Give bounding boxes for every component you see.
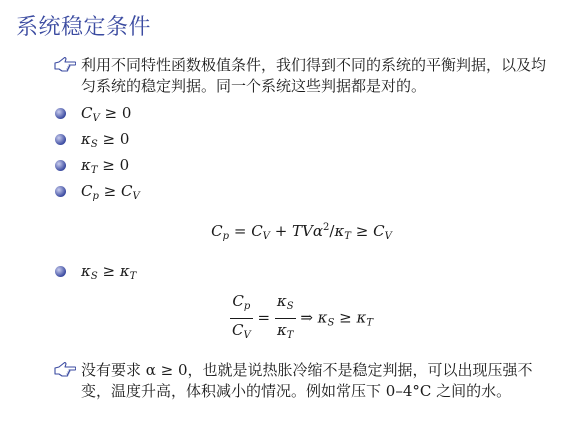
list-item: [54, 129, 549, 151]
list-item: [54, 103, 549, 125]
ball-bullet-icon: [54, 159, 67, 172]
list-item: [54, 360, 549, 402]
list-item: [54, 181, 549, 203]
ball-bullet-icon: [54, 185, 67, 198]
pointing-hand-icon: [54, 56, 76, 72]
condition-kappa-s-kappa-t: $\kappa_S \ge \kappa_T$: [81, 262, 137, 282]
equation-cp-cv: $C_p = C_V + TV\alpha^2/\kappa_T \ge C_V$: [211, 222, 392, 242]
condition-cv: $C_V \ge 0$: [81, 104, 132, 124]
equation-ratio: $\frac{C_p}{C_V}$ = $\frac{\kappa_S}{\kappa_T}$ ⇒ $\kappa_S \ge \kappa_T$: [54, 291, 549, 346]
ball-bullet-icon: [54, 265, 67, 278]
condition-cp-cv: $C_p \ge C_V$: [81, 182, 140, 202]
list-item: [54, 261, 549, 283]
slide-content: [54, 55, 549, 408]
list-item: [54, 55, 549, 97]
condition-kappa-s: $\kappa_S \ge 0$: [81, 130, 130, 150]
ball-bullet-icon: [54, 133, 67, 146]
fraction-cp-cv: $\frac{C_p}{C_V}$: [231, 292, 251, 341]
slide-title: 系统稳定条件: [16, 15, 152, 40]
closing-text: 没有要求 α ≥ 0，也就是说热胀冷缩不是稳定判据，可以出现压强不变，温度升高，体积减小的情况。例如常压下 0–4°C 之间的水。: [81, 361, 533, 400]
condition-kappa-t: $\kappa_T \ge 0$: [81, 156, 130, 176]
pointing-hand-icon: [54, 361, 76, 377]
fraction-kappa: $\frac{\kappa_S}{\kappa_T}$: [276, 292, 294, 341]
intro-text: 利用不同特性函数极值条件，我们得到不同的系统的平衡判据，以及均匀系统的稳定判据。同一个系统这些判据都是对的。: [81, 56, 547, 95]
list-item: [54, 155, 549, 177]
ball-bullet-icon: [54, 107, 67, 120]
